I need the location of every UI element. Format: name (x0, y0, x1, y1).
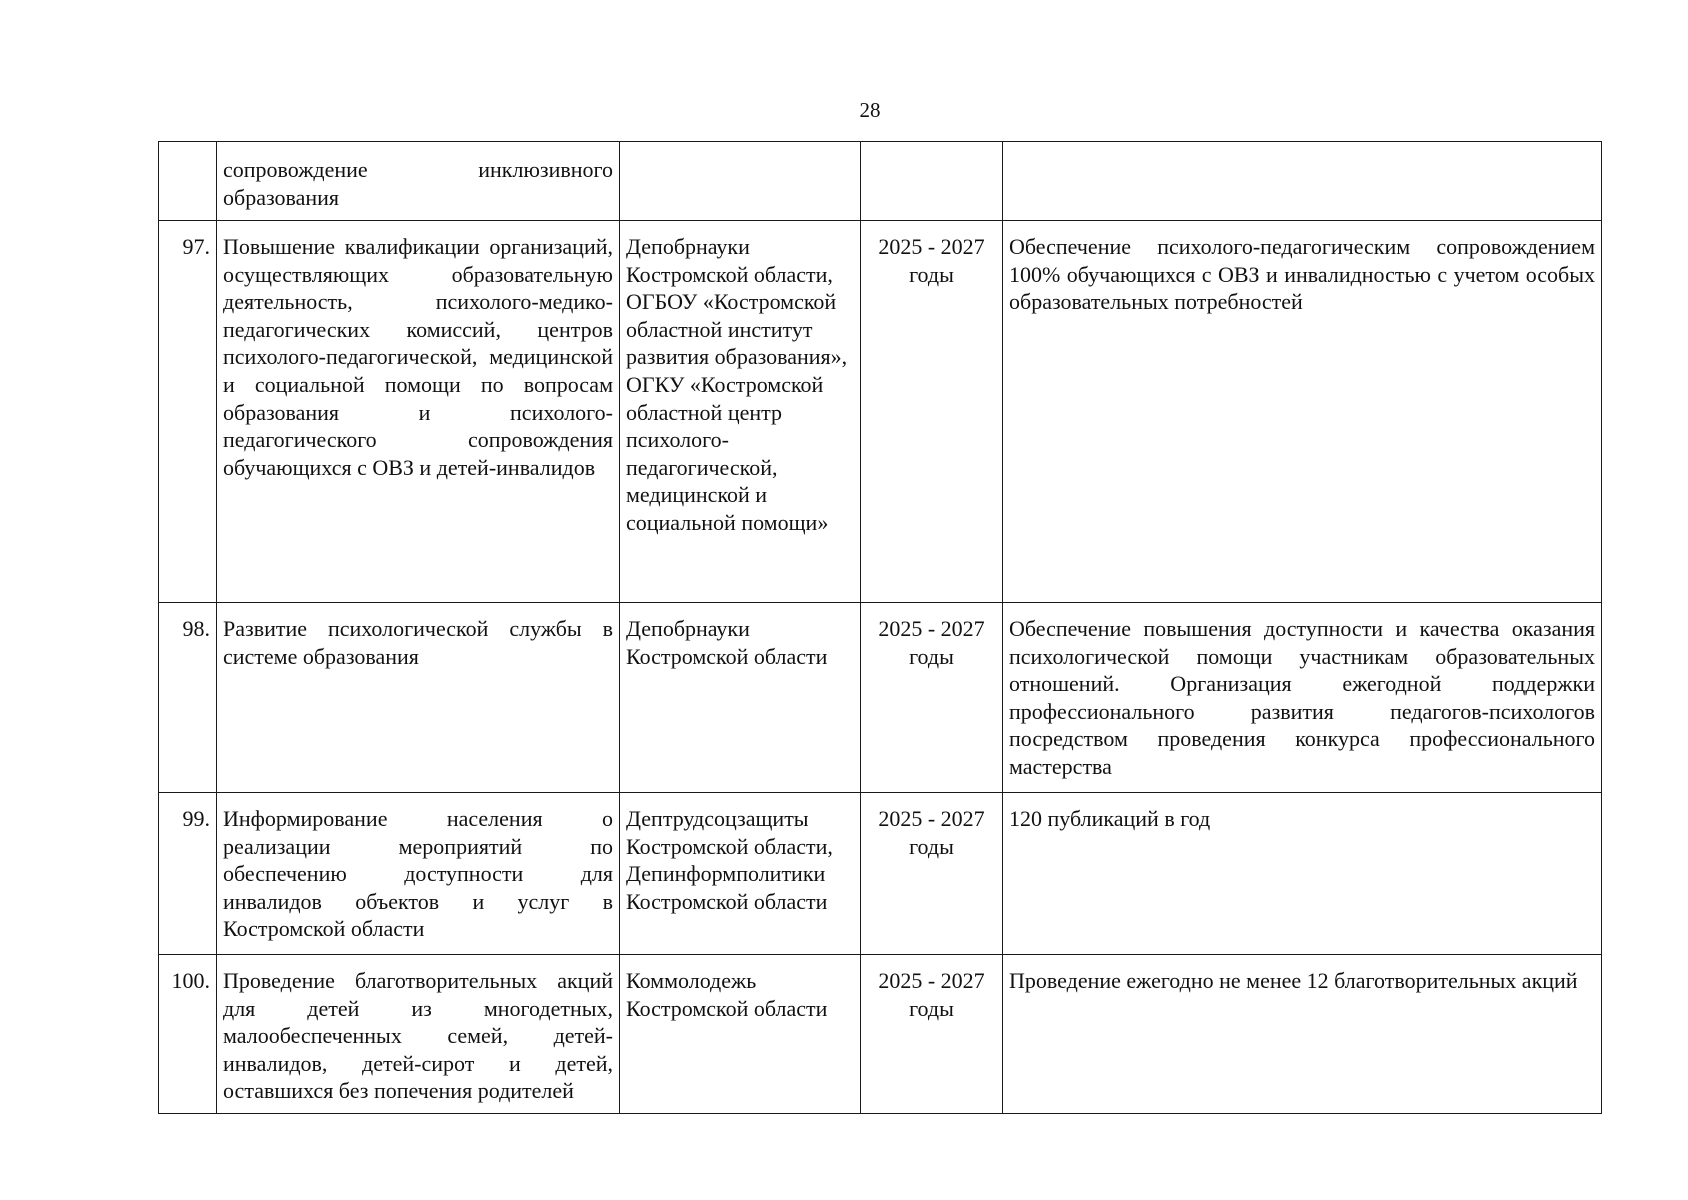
measure-name: Повышение квалификации организаций, осуществляющих образовательную деятельность, психолого-медико-педагогических комиссий, центров психолого-педагогической, медицинской и социальной помощи по вопросам образования и психолого-педагогического сопровождения обучающихся с ОВЗ и детей-инвалидов (217, 221, 620, 603)
responsible-executor: Коммолодежь Костромской области (620, 955, 861, 1114)
responsible-executor: Депобрнауки Костромской области, ОГБОУ «Костромской областной институт развития образования», ОГКУ «Костромской областной центр психолого-педагогической, медицинской и социальной помощи» (620, 221, 861, 603)
measure-name: Проведение благотворительных акций для детей из многодетных, малообеспеченных семей, детей-инвалидов, детей-сирот и детей, оставшихся без попечения родителей (217, 955, 620, 1114)
table-row-continuation (159, 142, 1602, 221)
row-number: 100. (159, 955, 217, 1114)
table-row-97 (159, 221, 1602, 603)
measures-table (158, 141, 1602, 1114)
expected-result (1003, 142, 1602, 221)
responsible-executor (620, 142, 861, 221)
expected-result: Проведение ежегодно не менее 12 благотворительных акций (1003, 955, 1602, 1114)
expected-result: Обеспечение психолого-педагогическим сопровождением 100% обучающихся с ОВЗ и инвалидностью с учетом особых образовательных потребностей (1003, 221, 1602, 603)
implementation-term (861, 142, 1003, 221)
measure-name: Информирование населения о реализации мероприятий по обеспечению доступности для инвалидов объектов и услуг в Костромской области (217, 793, 620, 955)
table-row-99 (159, 793, 1602, 955)
responsible-executor: Дептрудсоцзащиты Костромской области, Депинформполитики Костромской области (620, 793, 861, 955)
row-number (159, 142, 217, 221)
page-number: 28 (859, 98, 881, 122)
responsible-executor: Депобрнауки Костромской области (620, 603, 861, 793)
measure-name: Развитие психологической службы в системе образования (217, 603, 620, 793)
table-row-98 (159, 603, 1602, 793)
table-row-100 (159, 955, 1602, 1114)
measure-name: сопровождение инклюзивного образования (217, 142, 620, 221)
expected-result: Обеспечение повышения доступности и качества оказания психологической помощи участникам образовательных отношений. Организация ежегодной поддержки профессионального развития педагогов-психологов посредством проведения конкурса профессионального мастерства (1003, 603, 1602, 793)
implementation-term: 2025 - 2027 годы (861, 793, 1003, 955)
row-number: 98. (159, 603, 217, 793)
implementation-term: 2025 - 2027 годы (861, 603, 1003, 793)
implementation-term: 2025 - 2027 годы (861, 955, 1003, 1114)
implementation-term: 2025 - 2027 годы (861, 221, 1003, 603)
row-number: 97. (159, 221, 217, 603)
row-number: 99. (159, 793, 217, 955)
expected-result: 120 публикаций в год (1003, 793, 1602, 955)
